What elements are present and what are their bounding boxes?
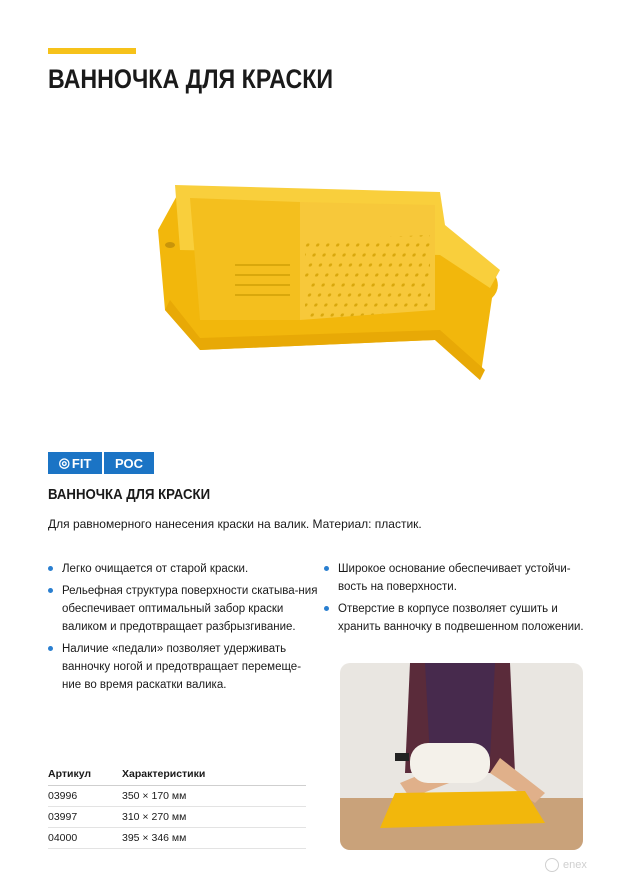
page-title: ВАННОЧКА ДЛЯ КРАСКИ	[48, 64, 334, 94]
fit-logo: ◎ FIT	[48, 452, 102, 474]
paint-tray-image	[140, 170, 520, 390]
spec-cell: 310 × 270 мм	[122, 807, 306, 828]
article-cell: 04000	[48, 828, 122, 849]
feature-item: Легко очищается от старой краски.	[48, 560, 318, 578]
article-cell: 03997	[48, 807, 122, 828]
bullet-icon	[48, 646, 53, 651]
bullet-icon	[48, 566, 53, 571]
bullet-icon	[324, 606, 329, 611]
product-description: Для равномерного нанесения краски на валик. Материал: пластик.	[48, 517, 422, 531]
table-header-row	[48, 765, 306, 786]
product-name: ВАННОЧКА ДЛЯ КРАСКИ	[48, 486, 211, 503]
table-row	[48, 807, 306, 828]
article-cell: 03996	[48, 786, 122, 807]
column-header-article: Артикул	[48, 765, 122, 786]
feature-item: Наличие «педали» позволяет удерживать ванночку ногой и предотвращает перемеще-ние во время раскатки валика.	[48, 640, 318, 694]
enex-logo-icon	[545, 858, 559, 872]
feature-item: Рельефная структура поверхности скатыва-ния обеспечивает оптимальный забор краски валиком и предотвращает разбрызгивание.	[48, 582, 318, 636]
feature-item: Широкое основание обеспечивает устойчи-вость на поверхности.	[324, 560, 584, 596]
bullet-icon	[48, 588, 53, 593]
accent-bar	[48, 48, 136, 54]
watermark: enex	[545, 858, 587, 872]
brand-logo	[48, 452, 154, 474]
feature-item: Отверстие в корпусе позволяет сушить и хранить ванночку в подвешенном положении.	[324, 600, 584, 636]
spec-cell: 395 × 346 мм	[122, 828, 306, 849]
usage-photo	[340, 663, 583, 850]
features-list-right	[324, 560, 584, 640]
fit-icon: ◎	[58, 455, 70, 470]
ros-logo: РОС	[104, 452, 154, 474]
features-list-left	[48, 560, 318, 698]
column-header-specs: Характеристики	[122, 765, 306, 786]
specs-table	[48, 765, 306, 849]
bullet-icon	[324, 566, 329, 571]
table-row	[48, 786, 306, 807]
spec-cell: 350 × 170 мм	[122, 786, 306, 807]
table-row	[48, 828, 306, 849]
